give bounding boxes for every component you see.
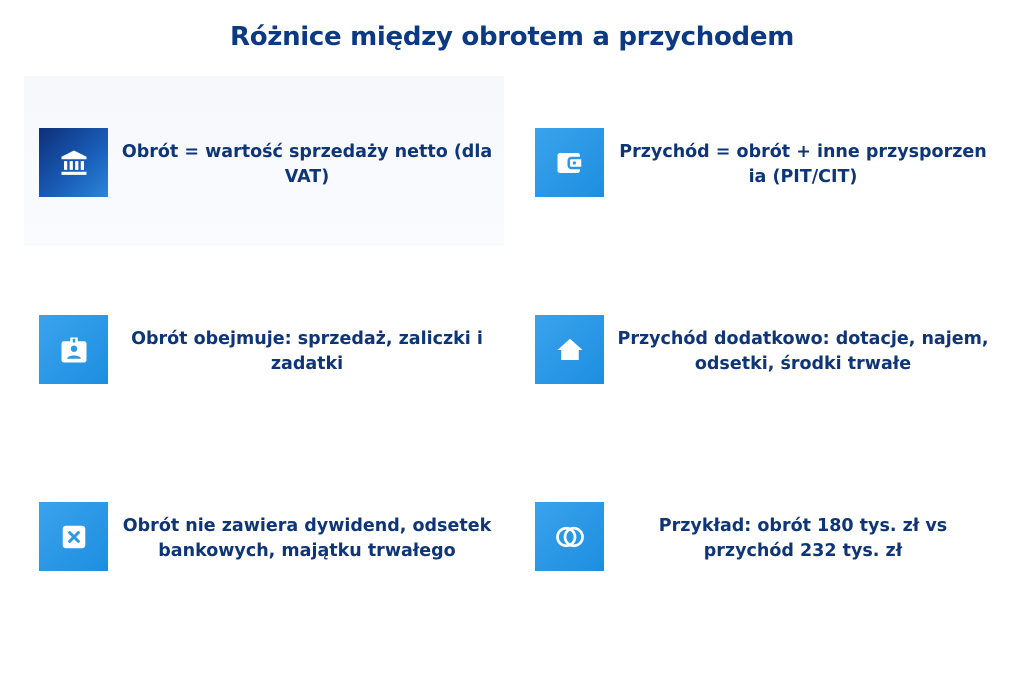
card-text: Obrót obejmuje: sprzedaż, zaliczki i zadatki <box>131 329 483 374</box>
coins-icon <box>555 522 585 552</box>
close-icon <box>59 522 89 552</box>
wallet-icon <box>555 148 585 178</box>
card-text: Obrót = wartość sprzedaży netto (dla VAT) <box>121 142 493 187</box>
card-revenue-additional <box>520 263 1000 433</box>
card-text: Przychód = obrót + inne przysporzen ia (PIT/CIT) <box>619 142 987 187</box>
card-revenue-definition <box>520 76 1000 246</box>
icon-box <box>535 315 604 384</box>
icon-box <box>39 502 108 571</box>
icon-box <box>535 502 604 571</box>
home-icon <box>555 335 585 365</box>
card-turnover-definition <box>24 76 504 246</box>
card-example <box>520 450 1000 620</box>
bank-icon <box>59 148 89 178</box>
page-title: Różnice między obrotem a przychodem <box>229 22 794 52</box>
card-text: Przykład: obrót 180 tys. zł vs przychód 232 tys. zł <box>658 516 948 561</box>
card-text: Obrót nie zawiera dywidend, odsetek bankowych, majątku trwałego <box>122 516 492 561</box>
card-turnover-includes <box>24 263 504 433</box>
icon-box <box>39 315 108 384</box>
card-text: Przychód dodatkowo: dotacje, najem, odsetki, środki trwałe <box>617 329 989 374</box>
badge-icon <box>59 335 89 365</box>
card-turnover-excludes <box>24 450 504 620</box>
icon-box <box>535 128 604 197</box>
icon-box <box>39 128 108 197</box>
